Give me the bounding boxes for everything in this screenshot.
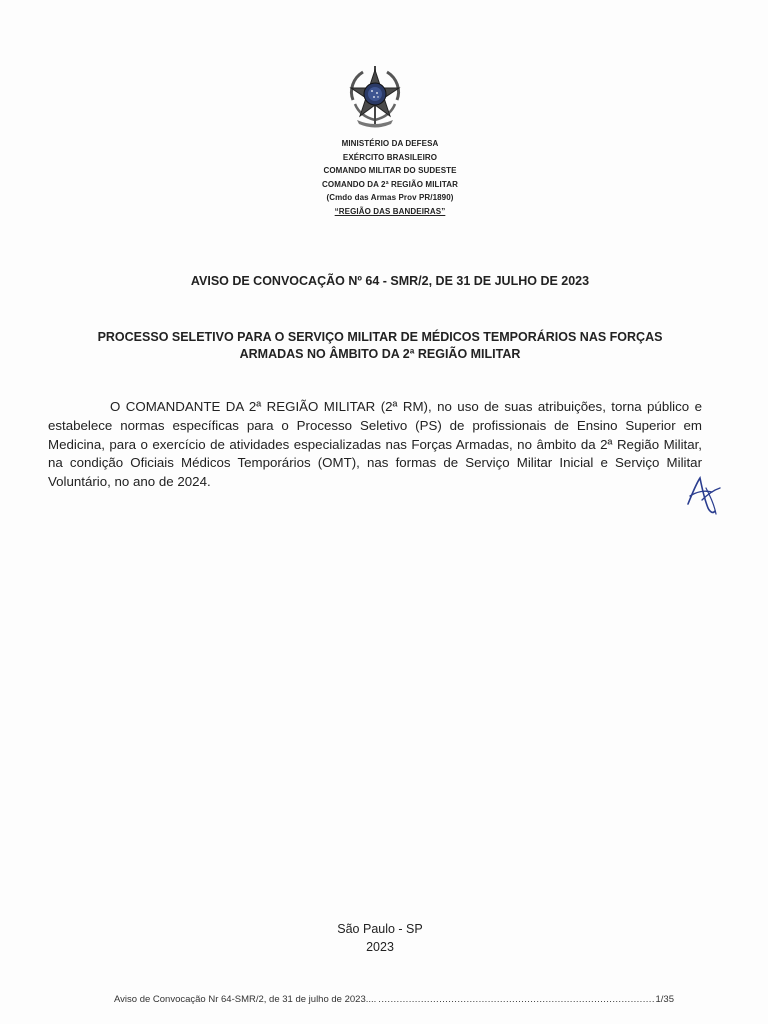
header-line-provisional-command: (Cmdo das Armas Prov PR/1890) <box>326 193 454 202</box>
header-line-army: EXÉRCITO BRASILEIRO <box>342 152 438 162</box>
place-and-date <box>300 920 460 956</box>
place-year: 2023 <box>366 940 394 954</box>
header-motto: “REGIÃO DAS BANDEIRAS” <box>334 206 446 216</box>
header-line-region-command: COMANDO DA 2ª REGIÃO MILITAR <box>322 179 458 189</box>
institution-header <box>240 137 540 218</box>
brazil-coat-of-arms-icon <box>343 64 407 130</box>
handwritten-initials <box>680 470 724 516</box>
footer-reference: Aviso de Convocação Nr 64-SMR/2, de 31 de julho de 2023.... <box>114 994 377 1005</box>
body-paragraph: O COMANDANTE DA 2ª REGIÃO MILITAR (2ª RM), no uso de suas atribuições, torna público e estabelece normas específicas para o Processo Seletivo (PS) de profissionais de Ensino Superior em Medicina, para o exercício de atividades especializadas nas Forças Armadas, no âmbito da 2ª Região Militar, na condição Oficiais Médicos Temporários (OMT), nas formas de Serviço Militar Inicial e Serviço Militar Voluntário, no ano de 2024. <box>48 399 702 490</box>
notice-title: AVISO DE CONVOCAÇÃO Nº 64 - SMR/2, DE 31 DE JULHO DE 2023 <box>190 274 590 288</box>
footer-leader-dots <box>378 994 653 1005</box>
header-line-ministry: MINISTÉRIO DA DEFESA <box>341 139 439 148</box>
place-city: São Paulo - SP <box>337 922 423 936</box>
header-line-southeast-command: COMANDO MILITAR DO SUDESTE <box>323 166 457 175</box>
process-title: PROCESSO SELETIVO PARA O SERVIÇO MILITAR DE MÉDICOS TEMPORÁRIOS NAS FORÇAS ARMADAS NO ÂMBITO DA 2ª REGIÃO MILITAR <box>97 330 663 361</box>
page-footer <box>114 994 674 1005</box>
page-number: 1/35 <box>655 994 674 1005</box>
